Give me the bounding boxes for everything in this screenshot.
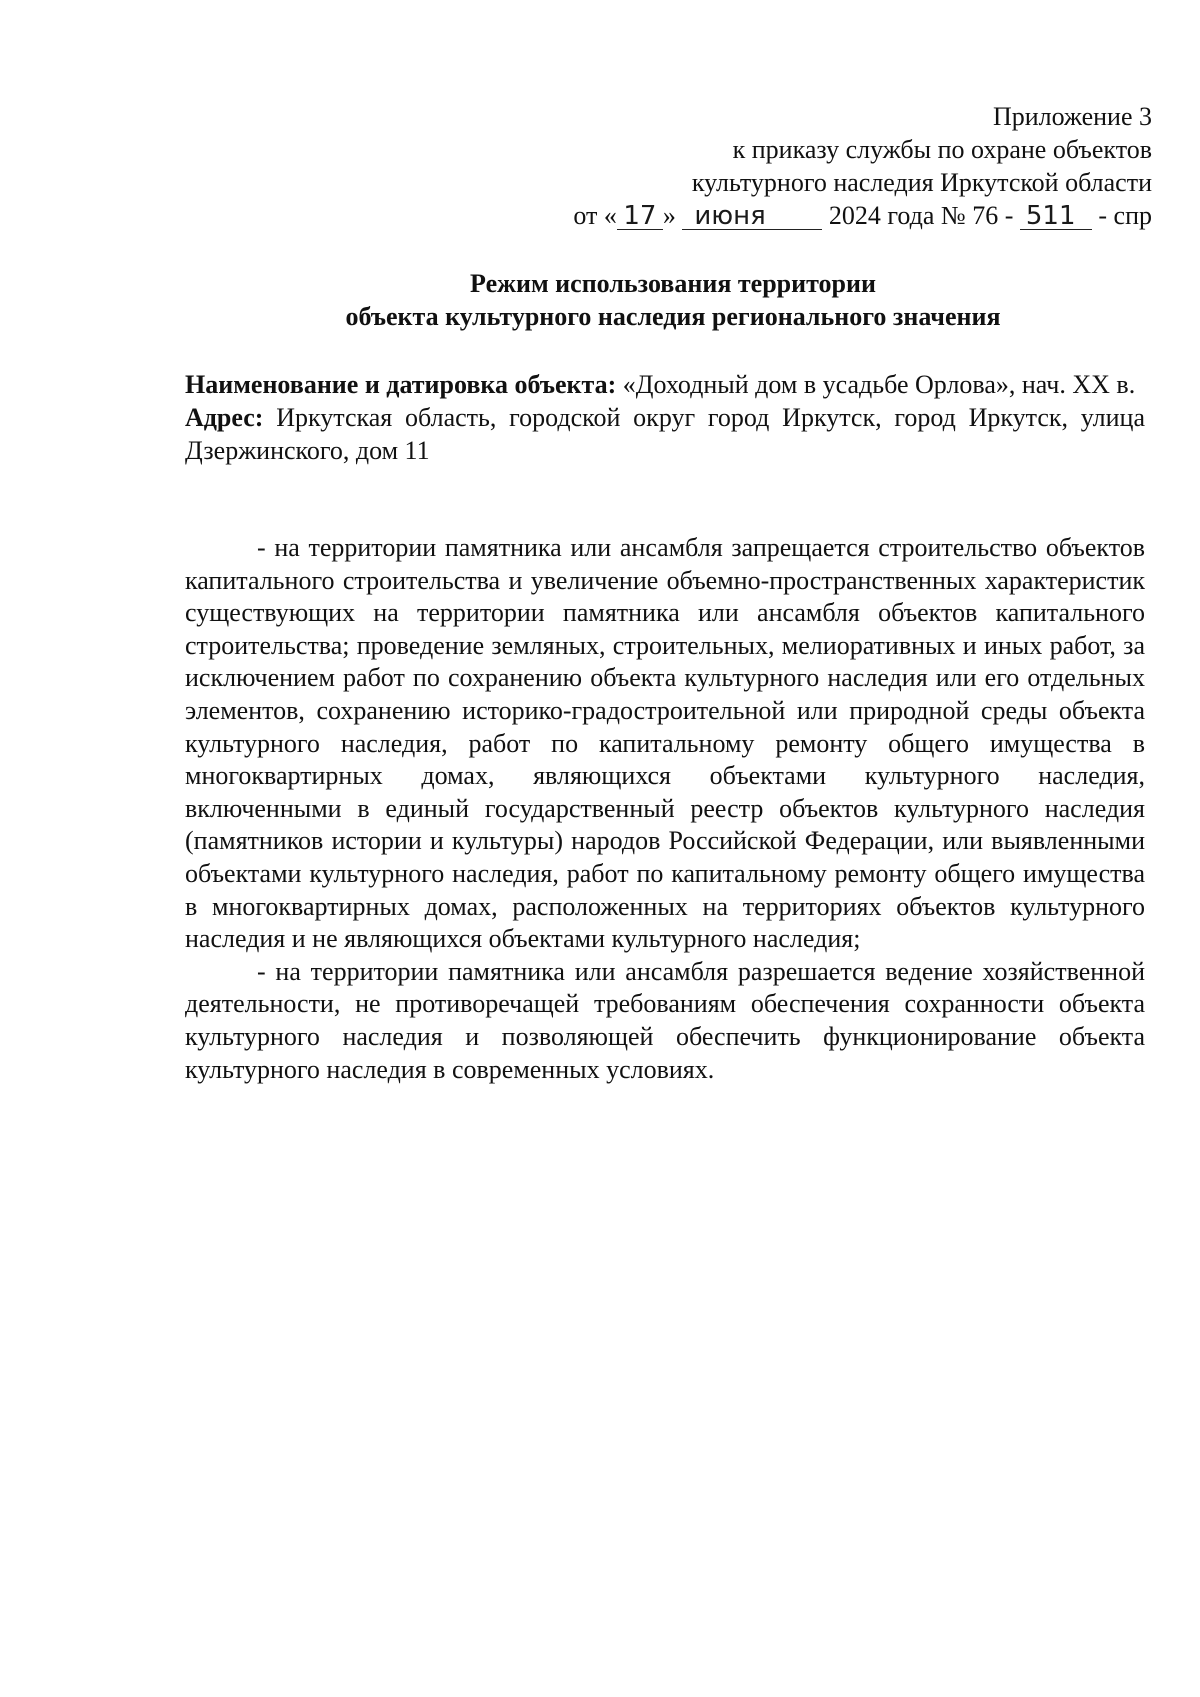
object-address-value: Иркутская область, городской округ город Иркутск, город Иркутск, улица Дзержинского, дом 11 bbox=[185, 403, 1145, 465]
title-line2: объекта культурного наследия регионального значения bbox=[345, 302, 1001, 331]
prohibition-paragraph: - на территории памятника или ансамбля запрещается строительство объектов капитального строительства и увеличение объемно-пространственных характеристик существующих на территории памятника или ансамбля объектов капитального строительства; проведение земляных, строительных, мелиоративных и иных работ, за исключением работ по сохранению объекта культурного наследия или его отдельных элементов, сохранению историко-градостроительной или природной среды объекта культурного наследия, работ по капитальному ремонту общего имущества в многоквартирных домах, являющихся объектами культурного наследия, включенными в единый государственный реестр объектов культурного наследия (памятников истории и культуры) народов Российской Федерации, или выявленными объектами культурного наследия, работ по капитальному ремонту общего имущества в многоквартирных домах, расположенных на территориях объектов культурного наследия и не являющихся объектами культурного наследия; bbox=[185, 533, 1145, 954]
appendix-number: Приложение 3 bbox=[992, 102, 1152, 131]
permission-paragraph: - на территории памятника или ансамбля разрешается ведение хозяйственной деятельности, не противоречащей требованиям обеспечения сохранности объекта культурного наследия и позволяющей обеспечить функционирование объекта культурного наследия в современных условиях. bbox=[185, 956, 1145, 1084]
regime-text bbox=[185, 532, 1145, 1086]
appendix-header bbox=[512, 100, 1152, 232]
object-address-label: Адрес: bbox=[185, 403, 264, 432]
document-title bbox=[183, 267, 1163, 333]
date-mid: » bbox=[662, 201, 676, 230]
object-info bbox=[185, 368, 1145, 467]
handwritten-day: 17 bbox=[617, 203, 663, 230]
date-prefix: от « bbox=[573, 201, 617, 230]
date-year-text: 2024 года № 76 - bbox=[828, 201, 1014, 230]
title-line1: Режим использования территории bbox=[470, 269, 876, 298]
order-date-line bbox=[512, 199, 1152, 232]
handwritten-month: июня bbox=[682, 203, 822, 230]
order-reference-line1: к приказу службы по охране объектов bbox=[732, 135, 1152, 164]
object-name-row bbox=[185, 368, 1145, 401]
object-address-row bbox=[185, 401, 1145, 467]
object-name-label: Наименование и датировка объекта: bbox=[185, 370, 617, 399]
order-suffix: - спр bbox=[1098, 201, 1152, 230]
handwritten-order-number: 511 bbox=[1020, 203, 1092, 230]
object-name-value: «Доходный дом в усадьбе Орлова», нач. XX в. bbox=[622, 370, 1136, 399]
order-reference-line2: культурного наследия Иркутской области bbox=[691, 168, 1152, 197]
